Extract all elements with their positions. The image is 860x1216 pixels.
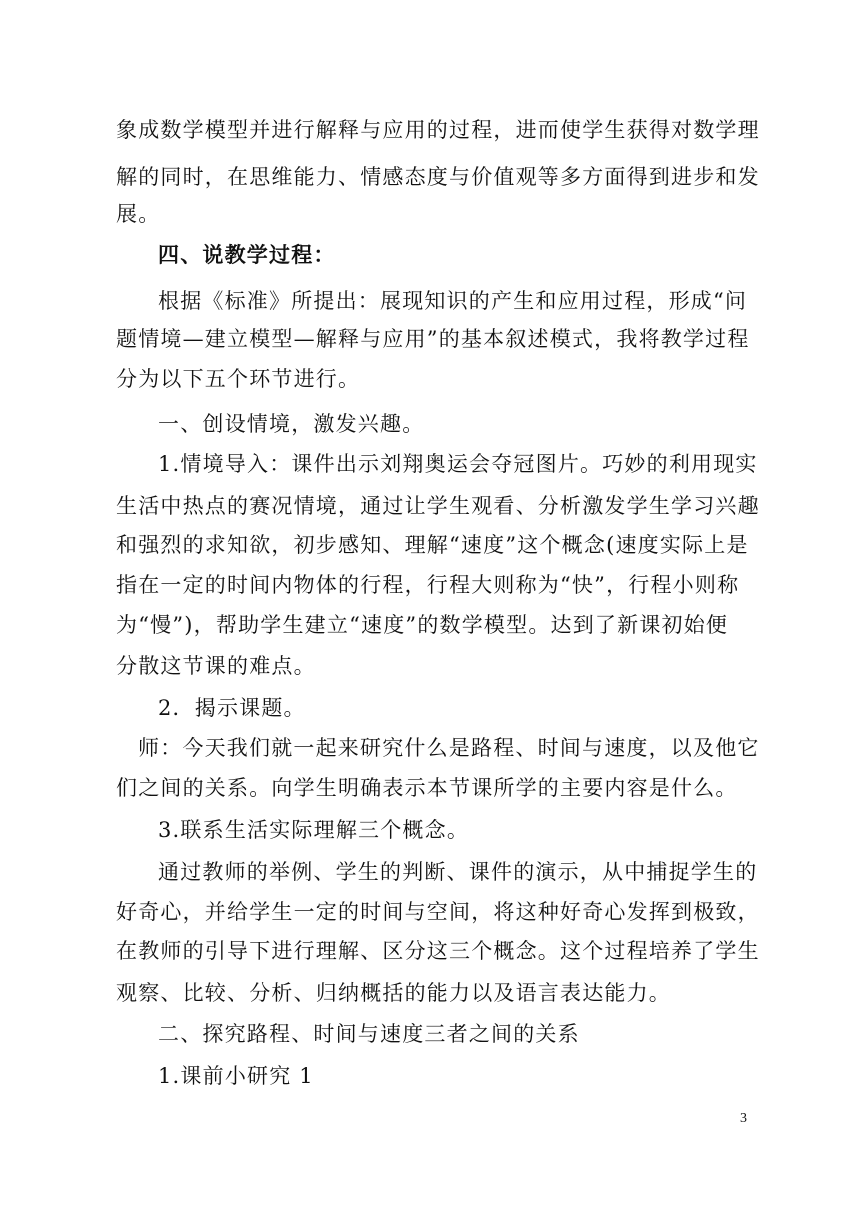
text-line-2: 解的同时，在思维能力、情感态度与价值观等多方面得到进步和发 — [116, 165, 760, 189]
text-line-6: 题情境—建立模型—解释与应用”的基本叙述模式，我将教学过程 — [116, 327, 750, 351]
text-line-21: 在教师的引导下进行理解、区分这三个概念。这个过程培养了学生 — [116, 939, 760, 963]
text-line-10: 生活中热点的赛况情境，通过让学生观看、分析激发学生学习兴趣 — [116, 494, 760, 518]
text-line-9: 1.情境导入：课件出示刘翔奥运会夺冠图片。巧妙的利用现实 — [158, 452, 758, 476]
text-line-19: 通过教师的举例、学生的判断、课件的演示，从中捕捉学生的 — [158, 860, 758, 884]
text-line-14: 分散这节课的难点。 — [116, 654, 316, 678]
text-line-5: 根据《标准》所提出：展现知识的产生和应用过程，形成“问 — [158, 289, 748, 313]
text-line-12: 指在一定的时间内物体的行程，行程大则称为“快”，行程小则称 — [116, 573, 740, 597]
subheading-three-concepts: 3.联系生活实际理解三个概念。 — [158, 818, 470, 842]
subheading-pre-class-study: 1.课前小研究 1 — [158, 1064, 314, 1088]
subheading-explore-relations: 二、探究路程、时间与速度三者之间的关系 — [158, 1022, 580, 1046]
text-line-22: 观察、比较、分析、归纳概括的能力以及语言表达能力。 — [116, 981, 671, 1005]
page-number: 3 — [740, 1111, 747, 1126]
subheading-reveal-topic: 2．揭示课题。 — [158, 696, 306, 720]
text-line-1: 象成数学模型并进行解释与应用的过程，进而使学生获得对数学理 — [116, 118, 760, 142]
text-line-13: 为“慢”)，帮助学生建立“速度”的数学模型。达到了新课初始便 — [116, 613, 729, 637]
section-heading-teaching-process: 四、说教学过程： — [158, 242, 336, 267]
text-line-3: 展。 — [116, 202, 161, 226]
text-line-7: 分为以下五个环节进行。 — [116, 367, 361, 391]
text-line-20: 好奇心，并给学生一定的时间与空间，将这种好奇心发挥到极致， — [116, 900, 760, 924]
subheading-create-situation: 一、创设情境，激发兴趣。 — [158, 412, 425, 436]
text-line-11: 和强烈的求知欲，初步感知、理解“速度”这个概念(速度实际上是 — [116, 533, 749, 557]
text-line-17: 们之间的关系。向学生明确表示本节课所学的主要内容是什么。 — [116, 776, 738, 800]
text-line-16: 师：今天我们就一起来研究什么是路程、时间与速度，以及他它 — [138, 736, 760, 760]
